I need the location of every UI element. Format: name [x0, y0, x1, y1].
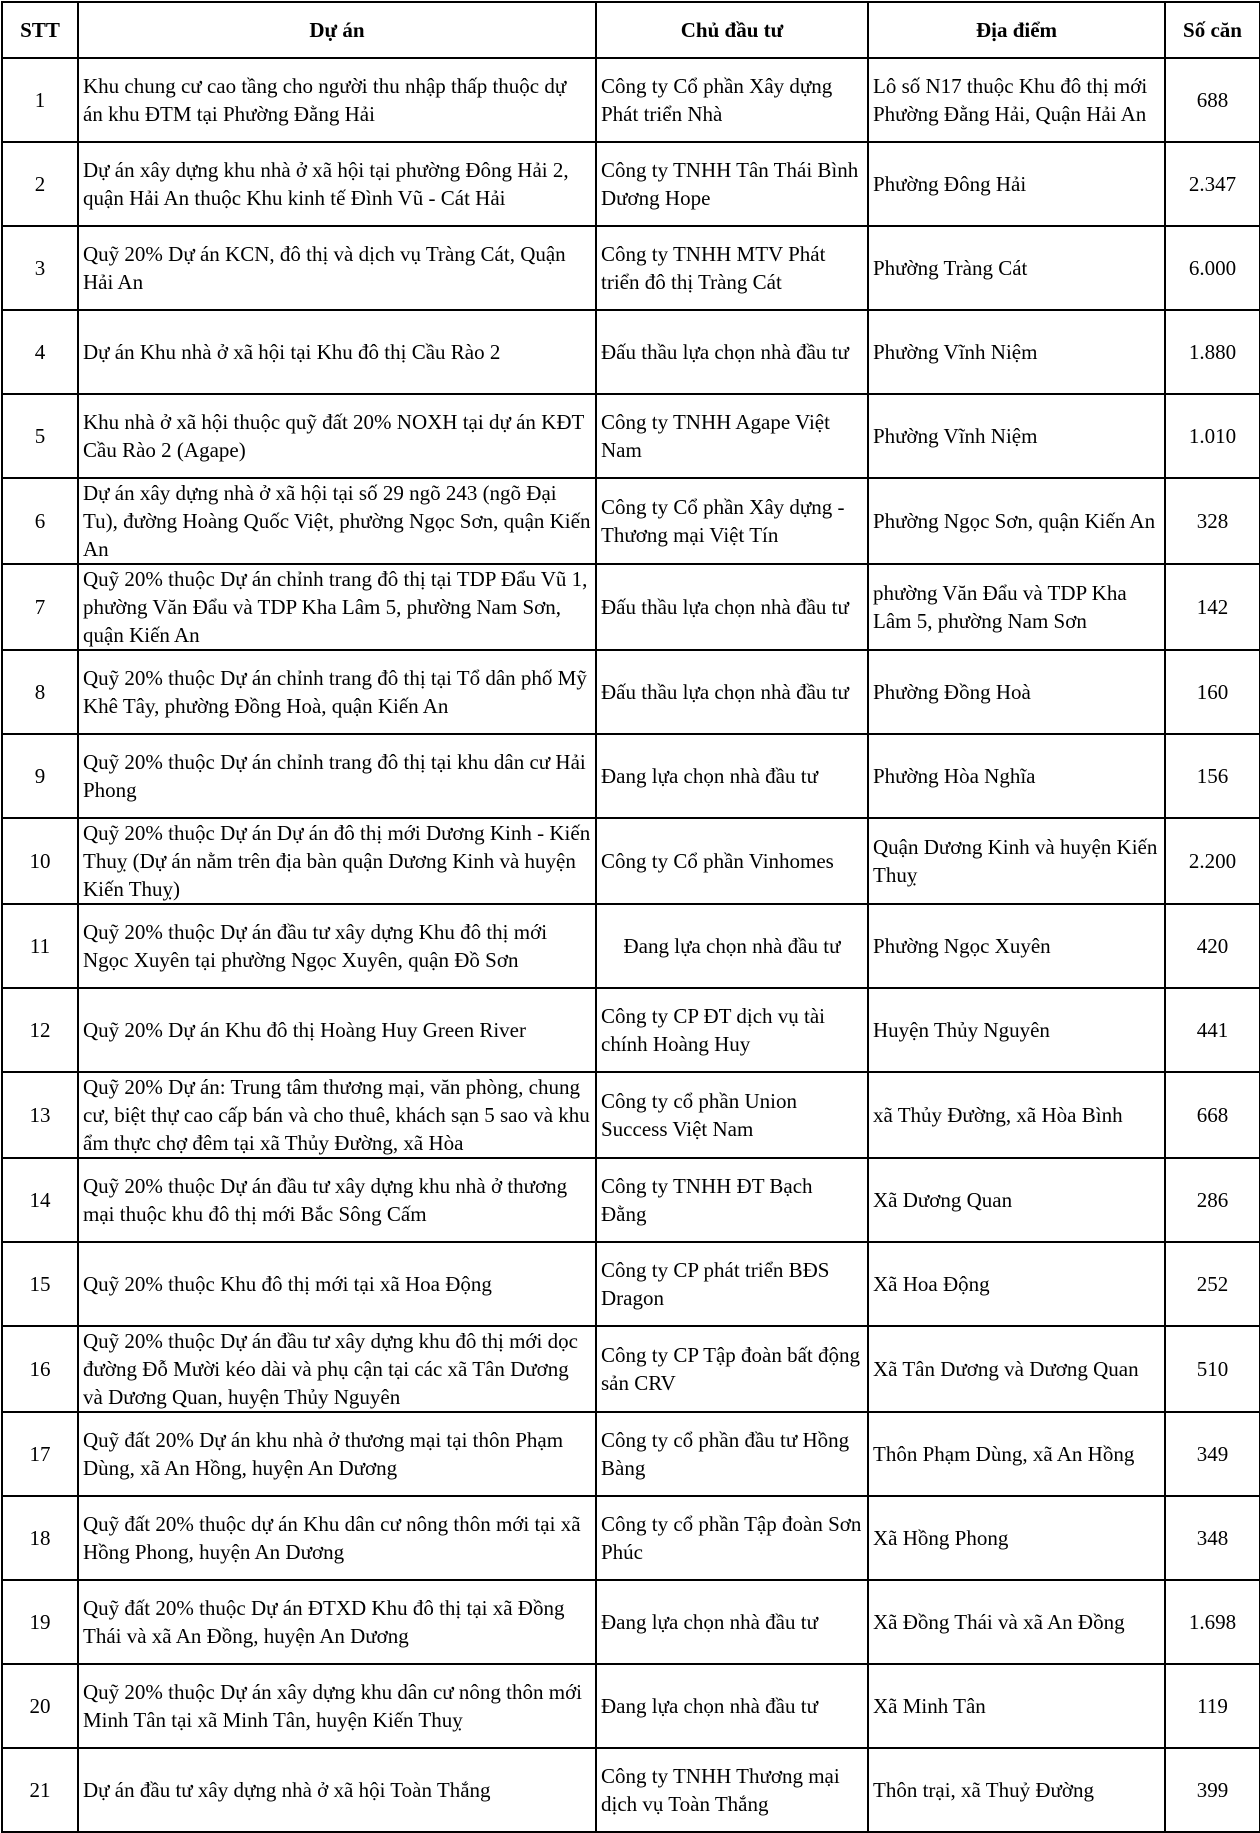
cell-units: 142	[1165, 564, 1260, 650]
cell-investor: Công ty Cổ phần Xây dựng Phát triển Nhà	[596, 58, 868, 142]
cell-investor: Công ty Cổ phần Vinhomes	[596, 818, 868, 904]
cell-stt: 14	[2, 1158, 78, 1242]
table-row	[2, 310, 1260, 394]
cell-investor: Công ty TNHH Thương mại dịch vụ Toàn Thắng	[596, 1748, 868, 1832]
cell-project: Quỹ 20% thuộc Dự án chỉnh trang đô thị tại khu dân cư Hải Phong	[78, 734, 596, 818]
cell-units: 349	[1165, 1412, 1260, 1496]
header-units: Số căn	[1165, 2, 1260, 58]
cell-investor: Đang lựa chọn nhà đầu tư	[596, 904, 868, 988]
cell-location: Phường Ngọc Sơn, quận Kiến An	[868, 478, 1165, 564]
cell-units: 328	[1165, 478, 1260, 564]
cell-location: Lô số N17 thuộc Khu đô thị mới Phường Đằng Hải, Quận Hải An	[868, 58, 1165, 142]
table-row	[2, 988, 1260, 1072]
cell-investor: Công ty TNHH MTV Phát triển đô thị Tràng Cát	[596, 226, 868, 310]
cell-location: Xã Hồng Phong	[868, 1496, 1165, 1580]
table-row	[2, 394, 1260, 478]
cell-units: 1.880	[1165, 310, 1260, 394]
table-row	[2, 818, 1260, 904]
cell-project: Quỹ đất 20% Dự án khu nhà ở thương mại tại thôn Phạm Dùng, xã An Hồng, huyện An Dương	[78, 1412, 596, 1496]
cell-units: 6.000	[1165, 226, 1260, 310]
cell-location: Xã Tân Dương và Dương Quan	[868, 1326, 1165, 1412]
cell-investor: Đang lựa chọn nhà đầu tư	[596, 734, 868, 818]
cell-units: 1.010	[1165, 394, 1260, 478]
table-row	[2, 734, 1260, 818]
table-row	[2, 1242, 1260, 1326]
cell-units: 160	[1165, 650, 1260, 734]
cell-location: Thôn Phạm Dùng, xã An Hồng	[868, 1412, 1165, 1496]
cell-stt: 15	[2, 1242, 78, 1326]
cell-project: Quỹ đất 20% thuộc Dự án ĐTXD Khu đô thị tại xã Đồng Thái và xã An Đồng, huyện An Dương	[78, 1580, 596, 1664]
table-row	[2, 1580, 1260, 1664]
cell-location: Xã Dương Quan	[868, 1158, 1165, 1242]
cell-units: 1.698	[1165, 1580, 1260, 1664]
cell-location: Xã Hoa Động	[868, 1242, 1165, 1326]
cell-investor: Công ty TNHH ĐT Bạch Đằng	[596, 1158, 868, 1242]
table-row	[2, 226, 1260, 310]
cell-project: Dự án đầu tư xây dựng nhà ở xã hội Toàn Thắng	[78, 1748, 596, 1832]
cell-investor: Công ty cổ phần đầu tư Hồng Bàng	[596, 1412, 868, 1496]
cell-stt: 1	[2, 58, 78, 142]
cell-investor: Công ty cổ phần Tập đoàn Sơn Phúc	[596, 1496, 868, 1580]
cell-project: Quỹ 20% thuộc Dự án chỉnh trang đô thị tại TDP Đẩu Vũ 1, phường Văn Đẩu và TDP Kha Lâm 5, phường Nam Sơn, quận Kiến An	[78, 564, 596, 650]
cell-units: 2.200	[1165, 818, 1260, 904]
cell-units: 510	[1165, 1326, 1260, 1412]
cell-stt: 12	[2, 988, 78, 1072]
cell-stt: 21	[2, 1748, 78, 1832]
cell-investor: Công ty CP phát triển BĐS Dragon	[596, 1242, 868, 1326]
table-row	[2, 1072, 1260, 1158]
cell-stt: 20	[2, 1664, 78, 1748]
header-stt: STT	[2, 2, 78, 58]
cell-project: Quỹ đất 20% thuộc dự án Khu dân cư nông thôn mới tại xã Hồng Phong, huyện An Dương	[78, 1496, 596, 1580]
cell-project: Quỹ 20% thuộc Dự án đầu tư xây dựng khu đô thị mới dọc đường Đỗ Mười kéo dài và phụ cận tại các xã Tân Dương và Dương Quan, huyện Thủy Nguyên	[78, 1326, 596, 1412]
housing-projects-table	[1, 1, 1260, 1833]
table-row	[2, 564, 1260, 650]
cell-investor: Công ty cổ phần Union Success Việt Nam	[596, 1072, 868, 1158]
cell-location: Xã Minh Tân	[868, 1664, 1165, 1748]
cell-units: 441	[1165, 988, 1260, 1072]
table-row	[2, 1326, 1260, 1412]
table-body	[2, 58, 1260, 1832]
cell-location: Phường Đồng Hoà	[868, 650, 1165, 734]
table-row	[2, 650, 1260, 734]
cell-investor: Công ty CP Tập đoàn bất động sản CRV	[596, 1326, 868, 1412]
cell-project: Dự án xây dựng khu nhà ở xã hội tại phường Đông Hải 2, quận Hải An thuộc Khu kinh tế Đình Vũ - Cát Hải	[78, 142, 596, 226]
table-row	[2, 142, 1260, 226]
table-row	[2, 904, 1260, 988]
cell-location: Phường Vĩnh Niệm	[868, 394, 1165, 478]
cell-project: Khu nhà ở xã hội thuộc quỹ đất 20% NOXH tại dự án KĐT Cầu Rào 2 (Agape)	[78, 394, 596, 478]
cell-investor: Đấu thầu lựa chọn nhà đầu tư	[596, 650, 868, 734]
cell-location: Huyện Thủy Nguyên	[868, 988, 1165, 1072]
cell-investor: Đấu thầu lựa chọn nhà đầu tư	[596, 310, 868, 394]
cell-project: Khu chung cư cao tầng cho người thu nhập thấp thuộc dự án khu ĐTM tại Phường Đằng Hải	[78, 58, 596, 142]
cell-project: Quỹ 20% Dự án: Trung tâm thương mại, văn phòng, chung cư, biệt thự cao cấp bán và cho thuê, khách sạn 5 sao và khu ẩm thực chợ đêm tại xã Thủy Đường, xã Hòa	[78, 1072, 596, 1158]
cell-investor: Công ty CP ĐT dịch vụ tài chính Hoàng Huy	[596, 988, 868, 1072]
cell-investor: Công ty TNHH Tân Thái Bình Dương Hope	[596, 142, 868, 226]
cell-stt: 5	[2, 394, 78, 478]
cell-investor: Đang lựa chọn nhà đầu tư	[596, 1580, 868, 1664]
cell-project: Quỹ 20% thuộc Dự án xây dựng khu dân cư nông thôn mới Minh Tân tại xã Minh Tân, huyện Kiến Thuỵ	[78, 1664, 596, 1748]
cell-location: Xã Đồng Thái và xã An Đồng	[868, 1580, 1165, 1664]
cell-project: Quỹ 20% thuộc Dự án đầu tư xây dựng khu nhà ở thương mại thuộc khu đô thị mới Bắc Sông Cấm	[78, 1158, 596, 1242]
cell-investor: Công ty Cổ phần Xây dựng - Thương mại Việt Tín	[596, 478, 868, 564]
cell-units: 668	[1165, 1072, 1260, 1158]
cell-units: 420	[1165, 904, 1260, 988]
cell-location: Phường Ngọc Xuyên	[868, 904, 1165, 988]
table-row	[2, 1664, 1260, 1748]
cell-units: 156	[1165, 734, 1260, 818]
cell-stt: 7	[2, 564, 78, 650]
cell-stt: 10	[2, 818, 78, 904]
cell-units: 119	[1165, 1664, 1260, 1748]
cell-stt: 3	[2, 226, 78, 310]
cell-stt: 18	[2, 1496, 78, 1580]
cell-stt: 6	[2, 478, 78, 564]
cell-units: 2.347	[1165, 142, 1260, 226]
cell-location: Phường Hòa Nghĩa	[868, 734, 1165, 818]
cell-stt: 19	[2, 1580, 78, 1664]
cell-project: Quỹ 20% Dự án Khu đô thị Hoàng Huy Green River	[78, 988, 596, 1072]
cell-project: Quỹ 20% thuộc Khu đô thị mới tại xã Hoa Động	[78, 1242, 596, 1326]
cell-investor: Đấu thầu lựa chọn nhà đầu tư	[596, 564, 868, 650]
table-row	[2, 1412, 1260, 1496]
cell-units: 348	[1165, 1496, 1260, 1580]
cell-investor: Đang lựa chọn nhà đầu tư	[596, 1664, 868, 1748]
cell-project: Quỹ 20% thuộc Dự án chỉnh trang đô thị tại Tổ dân phố Mỹ Khê Tây, phường Đồng Hoà, quận Kiến An	[78, 650, 596, 734]
cell-units: 399	[1165, 1748, 1260, 1832]
cell-location: phường Văn Đẩu và TDP Kha Lâm 5, phường Nam Sơn	[868, 564, 1165, 650]
cell-stt: 11	[2, 904, 78, 988]
cell-project: Dự án Khu nhà ở xã hội tại Khu đô thị Cầu Rào 2	[78, 310, 596, 394]
cell-project: Dự án xây dựng nhà ở xã hội tại số 29 ngõ 243 (ngõ Đại Tu), đường Hoàng Quốc Việt, phường Ngọc Sơn, quận Kiến An	[78, 478, 596, 564]
table-row	[2, 58, 1260, 142]
cell-units: 688	[1165, 58, 1260, 142]
cell-location: Phường Vĩnh Niệm	[868, 310, 1165, 394]
cell-project: Quỹ 20% Dự án KCN, đô thị và dịch vụ Tràng Cát, Quận Hải An	[78, 226, 596, 310]
cell-stt: 8	[2, 650, 78, 734]
table-header-row	[2, 2, 1260, 58]
table-row	[2, 478, 1260, 564]
cell-location: Quận Dương Kinh và huyện Kiến Thuỵ	[868, 818, 1165, 904]
table-row	[2, 1496, 1260, 1580]
cell-stt: 2	[2, 142, 78, 226]
cell-stt: 16	[2, 1326, 78, 1412]
cell-stt: 17	[2, 1412, 78, 1496]
cell-stt: 9	[2, 734, 78, 818]
header-location: Địa điểm	[868, 2, 1165, 58]
cell-units: 286	[1165, 1158, 1260, 1242]
cell-location: Phường Tràng Cát	[868, 226, 1165, 310]
header-investor: Chủ đầu tư	[596, 2, 868, 58]
cell-investor: Công ty TNHH Agape Việt Nam	[596, 394, 868, 478]
table-row	[2, 1158, 1260, 1242]
cell-stt: 13	[2, 1072, 78, 1158]
cell-units: 252	[1165, 1242, 1260, 1326]
header-project: Dự án	[78, 2, 596, 58]
cell-location: Thôn trại, xã Thuỷ Đường	[868, 1748, 1165, 1832]
cell-location: xã Thủy Đường, xã Hòa Bình	[868, 1072, 1165, 1158]
table-row	[2, 1748, 1260, 1832]
cell-stt: 4	[2, 310, 78, 394]
cell-project: Quỹ 20% thuộc Dự án Dự án đô thị mới Dương Kinh - Kiến Thuỵ (Dự án nằm trên địa bàn quận Dương Kinh và huyện Kiến Thuỵ)	[78, 818, 596, 904]
cell-project: Quỹ 20% thuộc Dự án đầu tư xây dựng Khu đô thị mới Ngọc Xuyên tại phường Ngọc Xuyên, quận Đồ Sơn	[78, 904, 596, 988]
cell-location: Phường Đông Hải	[868, 142, 1165, 226]
